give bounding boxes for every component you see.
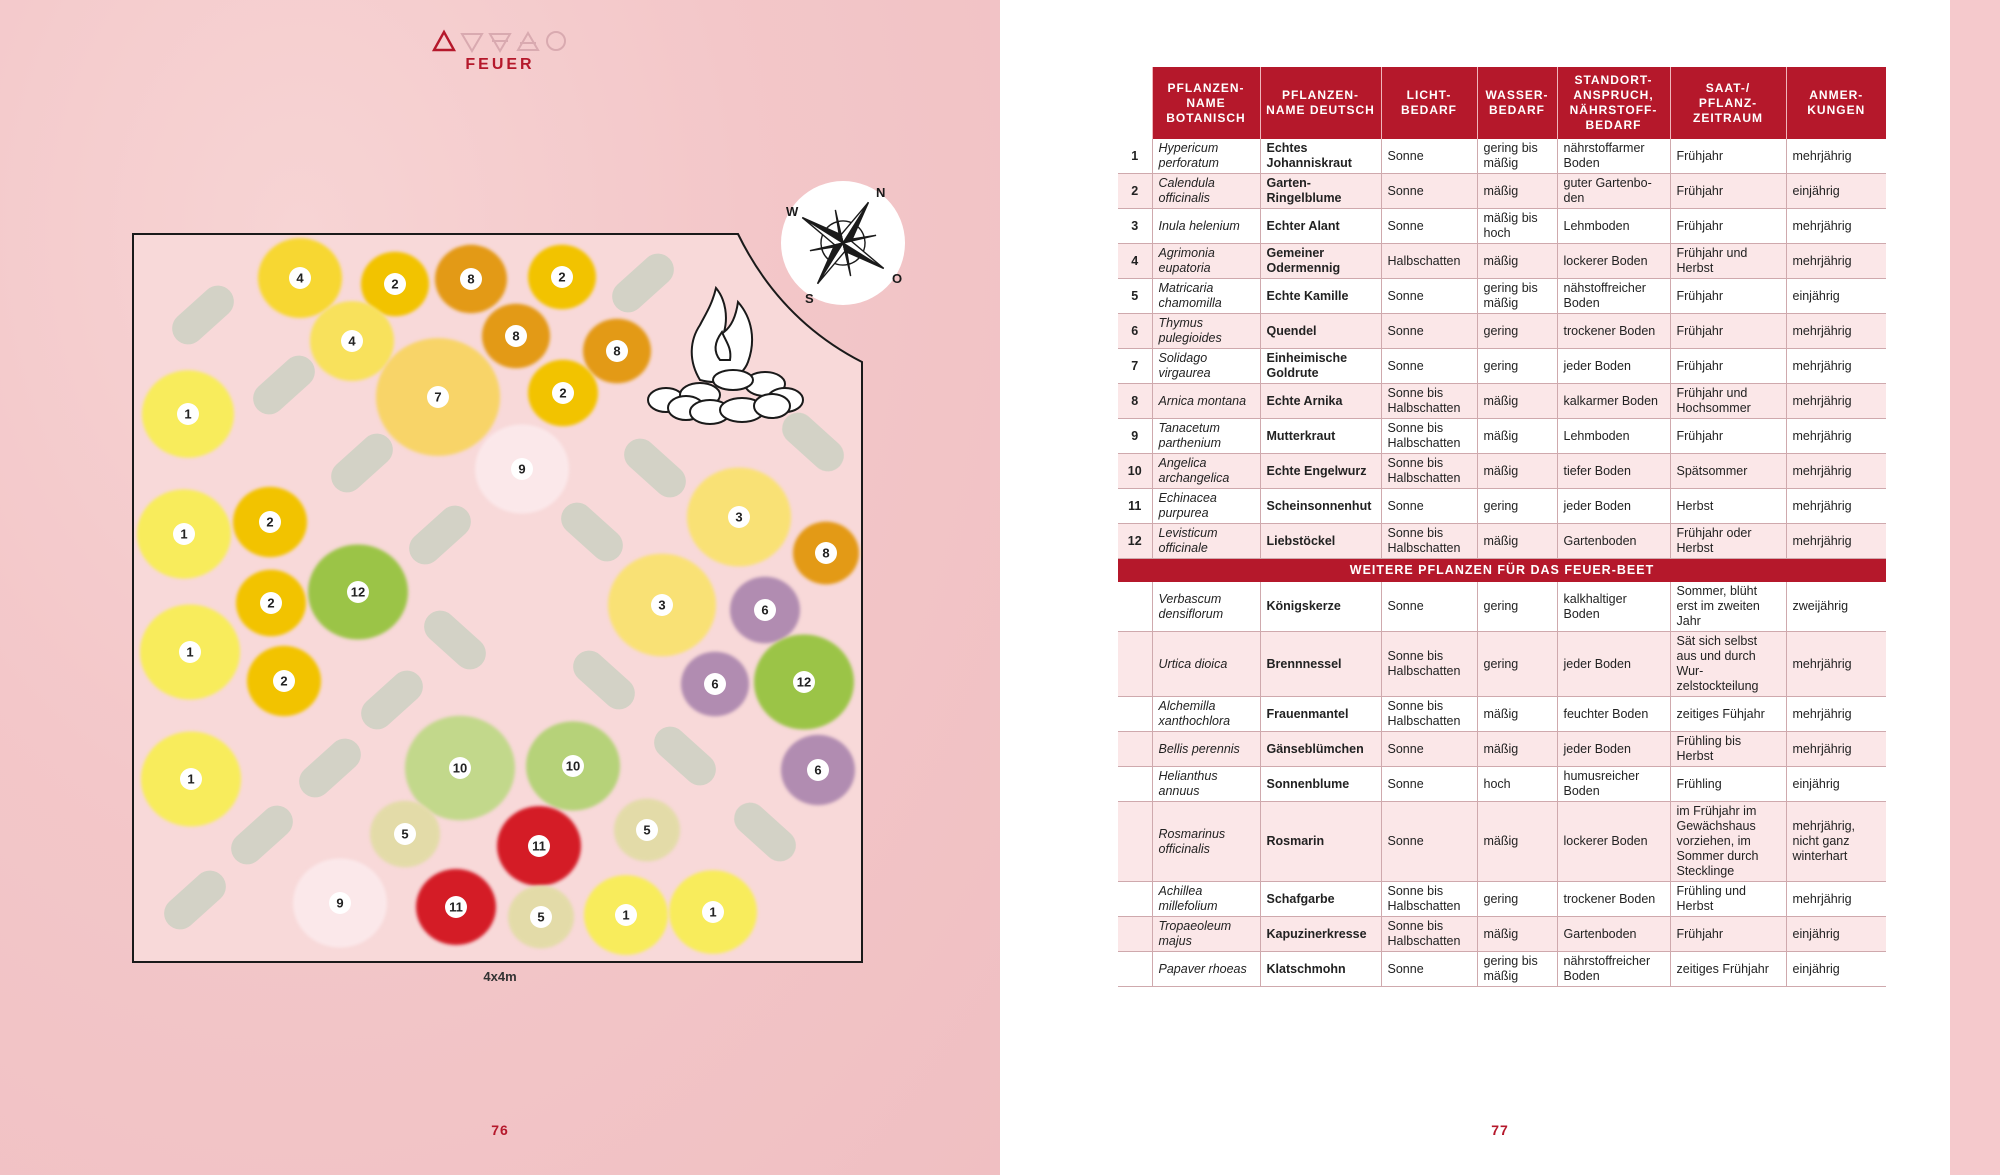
- page-number-left: 76: [491, 1122, 509, 1138]
- table-cell-num: [1118, 767, 1152, 802]
- plant-marker: [730, 577, 800, 644]
- table-cell-wasser: gering: [1477, 632, 1557, 697]
- table-row: [1118, 209, 1886, 244]
- compass-rose-icon: [777, 177, 909, 309]
- table-cell-licht: Sonne: [1381, 279, 1477, 314]
- plant-marker: [310, 301, 394, 381]
- table-cell-zeit: Frühjahr: [1670, 349, 1786, 384]
- table-cell-standort: nähstoffreicher Boden: [1557, 279, 1670, 314]
- table-cell-de: Echtes Johanniskraut: [1260, 139, 1381, 174]
- table-cell-bot: Rosmarinus officinalis: [1152, 802, 1260, 882]
- table-cell-licht: Sonne: [1381, 209, 1477, 244]
- table-body: [1118, 139, 1886, 987]
- table-cell-zeit: Frühjahr und Herbst: [1670, 244, 1786, 279]
- plant-marker: [528, 360, 598, 427]
- table-cell-de: Scheinsonnenhut: [1260, 489, 1381, 524]
- plant-marker: [141, 732, 241, 827]
- table-cell-wasser: mäßig: [1477, 174, 1557, 209]
- table-cell-anm: mehrjährig: [1786, 314, 1886, 349]
- table-cell-zeit: Frühjahr: [1670, 314, 1786, 349]
- table-cell-anm: mehrjährig: [1786, 209, 1886, 244]
- plant-marker: [258, 238, 342, 318]
- table-cell-wasser: gering: [1477, 314, 1557, 349]
- table-cell-licht: Halbschatten: [1381, 244, 1477, 279]
- column-header: PFLANZEN-NAME BOTANISCH: [1152, 67, 1260, 139]
- plant-number: 9: [336, 895, 344, 911]
- table-cell-zeit: Frühjahr: [1670, 917, 1786, 952]
- table-cell-zeit: Herbst: [1670, 489, 1786, 524]
- plant-number: 1: [186, 644, 194, 660]
- table-cell-bot: Thymus pulegioides: [1152, 314, 1260, 349]
- table-cell-licht: Sonne: [1381, 139, 1477, 174]
- table-cell-de: Echter Alant: [1260, 209, 1381, 244]
- table-cell-standort: kalkhaltiger Boden: [1557, 582, 1670, 632]
- table-cell-de: Echte Engelwurz: [1260, 454, 1381, 489]
- plant-number: 2: [391, 276, 399, 292]
- plant-marker: [528, 245, 596, 310]
- table-cell-wasser: mäßig: [1477, 732, 1557, 767]
- table-cell-anm: mehrjährig: [1786, 882, 1886, 917]
- table-row: [1118, 174, 1886, 209]
- plant-marker: [583, 319, 651, 384]
- table-cell-anm: mehrjährig: [1786, 384, 1886, 419]
- table-cell-standort: nährstoffarmer Boden: [1557, 139, 1670, 174]
- table-cell-zeit: Frühjahr und Hochsommer: [1670, 384, 1786, 419]
- plant-marker: [497, 806, 581, 886]
- plant-marker: [247, 646, 321, 716]
- plant-number: 6: [814, 762, 822, 778]
- plant-number: 3: [735, 509, 743, 525]
- table-cell-licht: Sonne: [1381, 732, 1477, 767]
- table-cell-licht: Sonne: [1381, 489, 1477, 524]
- table-cell-standort: nährstoffreicher Boden: [1557, 952, 1670, 987]
- table-cell-bot: Hypericum perforatum: [1152, 139, 1260, 174]
- table-cell-zeit: Frühling bis Herbst: [1670, 732, 1786, 767]
- plant-number: 1: [184, 406, 192, 422]
- table-cell-zeit: Frühjahr: [1670, 209, 1786, 244]
- plant-marker: [416, 869, 496, 945]
- table-cell-licht: Sonne bis Halbschatten: [1381, 697, 1477, 732]
- table-cell-standort: trockener Boden: [1557, 882, 1670, 917]
- table-row: [1118, 802, 1886, 882]
- table-cell-bot: Papaver rhoeas: [1152, 952, 1260, 987]
- table-row: [1118, 489, 1886, 524]
- plant-number: 8: [613, 343, 621, 359]
- table-cell-anm: mehrjährig: [1786, 732, 1886, 767]
- bed-dimension-label: 4x4m: [483, 969, 517, 984]
- plant-number: 9: [518, 461, 526, 477]
- table-cell-standort: lockerer Boden: [1557, 244, 1670, 279]
- plant-marker: [233, 487, 307, 557]
- plant-marker: [687, 468, 791, 567]
- table-cell-bot: Inula helenium: [1152, 209, 1260, 244]
- table-cell-standort: lockerer Boden: [1557, 802, 1670, 882]
- table-cell-bot: Alchemilla xanthochlora: [1152, 697, 1260, 732]
- table-cell-de: Liebstöckel: [1260, 524, 1381, 559]
- table-cell-licht: Sonne: [1381, 582, 1477, 632]
- table-cell-num: [1118, 882, 1152, 917]
- table-cell-anm: einjährig: [1786, 952, 1886, 987]
- table-cell-anm: mehrjährig: [1786, 632, 1886, 697]
- table-header-row: [1118, 67, 1886, 139]
- plant-marker: [482, 304, 550, 369]
- plant-marker: [781, 735, 855, 805]
- table-cell-de: Echte Arnika: [1260, 384, 1381, 419]
- table-cell-wasser: gering: [1477, 349, 1557, 384]
- plant-marker: [236, 570, 306, 637]
- table-cell-num: 11: [1118, 489, 1152, 524]
- table-cell-wasser: mäßig: [1477, 524, 1557, 559]
- table-cell-anm: mehrjährig: [1786, 697, 1886, 732]
- table-cell-standort: jeder Boden: [1557, 732, 1670, 767]
- table-row: [1118, 349, 1886, 384]
- table-cell-wasser: mäßig: [1477, 384, 1557, 419]
- table-row: [1118, 882, 1886, 917]
- table-row: [1118, 314, 1886, 349]
- plant-marker: [508, 886, 574, 949]
- table-cell-num: 3: [1118, 209, 1152, 244]
- table-cell-num: [1118, 802, 1152, 882]
- table-cell-zeit: Frühjahr: [1670, 139, 1786, 174]
- plant-marker: [405, 716, 515, 821]
- table-cell-bot: Levisticum officinale: [1152, 524, 1260, 559]
- plant-marker: [614, 799, 680, 862]
- table-row: [1118, 454, 1886, 489]
- table-cell-de: Mutterkraut: [1260, 419, 1381, 454]
- table-cell-num: 7: [1118, 349, 1152, 384]
- table-cell-anm: mehrjährig: [1786, 524, 1886, 559]
- table-cell-de: Kapuzinerkresse: [1260, 917, 1381, 952]
- table-row: [1118, 917, 1886, 952]
- table-cell-wasser: gering bis mäßig: [1477, 279, 1557, 314]
- compass-label: S: [805, 291, 814, 306]
- table-cell-licht: Sonne: [1381, 174, 1477, 209]
- table-cell-de: Gänseblümchen: [1260, 732, 1381, 767]
- table-cell-anm: mehrjährig: [1786, 489, 1886, 524]
- plant-marker: [584, 875, 668, 955]
- column-header: WASSER-BEDARF: [1477, 67, 1557, 139]
- plant-number: 2: [558, 269, 566, 285]
- plant-number: 12: [796, 674, 812, 690]
- table-cell-bot: Bellis perennis: [1152, 732, 1260, 767]
- plant-number: 4: [348, 333, 356, 349]
- table-cell-wasser: mäßig: [1477, 917, 1557, 952]
- table-cell-wasser: mäßig: [1477, 697, 1557, 732]
- plant-number: 5: [401, 826, 409, 842]
- table-cell-standort: humusreicher Boden: [1557, 767, 1670, 802]
- table-cell-bot: Agrimonia eupatoria: [1152, 244, 1260, 279]
- section-title: FEUER: [465, 56, 535, 73]
- table-row: [1118, 384, 1886, 419]
- table-row: [1118, 244, 1886, 279]
- table-cell-bot: Tanacetum parthenium: [1152, 419, 1260, 454]
- table-cell-bot: Angelica archangelica: [1152, 454, 1260, 489]
- plant-number: 2: [267, 595, 275, 611]
- plant-number: 7: [434, 389, 442, 405]
- table-cell-anm: mehrjährig: [1786, 139, 1886, 174]
- table-cell-de: Rosmarin: [1260, 802, 1381, 882]
- table-cell-zeit: Sommer, blüht erst im zweiten Jahr: [1670, 582, 1786, 632]
- table-cell-bot: Achillea millefolium: [1152, 882, 1260, 917]
- table-cell-num: [1118, 917, 1152, 952]
- table-row: [1118, 582, 1886, 632]
- table-cell-anm: einjährig: [1786, 279, 1886, 314]
- table-cell-standort: trockener Boden: [1557, 314, 1670, 349]
- table-cell-bot: Helianthus annuus: [1152, 767, 1260, 802]
- table-cell-de: Garten-Ringelblume: [1260, 174, 1381, 209]
- table-cell-wasser: mäßig: [1477, 419, 1557, 454]
- plant-marker: [293, 858, 387, 947]
- plant-number: 11: [532, 838, 546, 854]
- plant-number: 12: [350, 584, 366, 600]
- plant-number: 10: [565, 758, 581, 774]
- table-cell-anm: einjährig: [1786, 917, 1886, 952]
- table-cell-licht: Sonne: [1381, 314, 1477, 349]
- table-cell-zeit: Frühling: [1670, 767, 1786, 802]
- next-page-edge: [1950, 0, 2000, 1175]
- table-cell-bot: Echinacea purpurea: [1152, 489, 1260, 524]
- table-cell-num: [1118, 582, 1152, 632]
- table-cell-anm: mehrjährig: [1786, 454, 1886, 489]
- table-cell-de: Echte Kamille: [1260, 279, 1381, 314]
- table-cell-num: [1118, 632, 1152, 697]
- compass-label: N: [876, 185, 886, 200]
- table-cell-anm: mehrjährig, nicht ganz winterhart: [1786, 802, 1886, 882]
- plant-number: 5: [643, 822, 651, 838]
- table-cell-zeit: Frühjahr oder Herbst: [1670, 524, 1786, 559]
- table-cell-num: [1118, 732, 1152, 767]
- compass-label: W: [786, 204, 799, 219]
- column-header: SAAT-/ PFLANZ-ZEITRAUM: [1670, 67, 1786, 139]
- plant-marker: [308, 545, 408, 640]
- table-cell-wasser: gering: [1477, 882, 1557, 917]
- table-subheading: WEITERE PFLANZEN FÜR DAS FEUER-BEET: [1118, 559, 1886, 583]
- page-number-right: 77: [1491, 1122, 1509, 1138]
- table-cell-anm: einjährig: [1786, 174, 1886, 209]
- plant-number: 3: [658, 597, 666, 613]
- table-cell-zeit: Frühjahr: [1670, 174, 1786, 209]
- table-cell-num: 5: [1118, 279, 1152, 314]
- plant-marker: [370, 801, 440, 868]
- table-cell-wasser: mäßig bis hoch: [1477, 209, 1557, 244]
- table-row: [1118, 632, 1886, 697]
- plant-number: 6: [711, 676, 719, 692]
- compass-label: O: [892, 271, 903, 286]
- table-cell-zeit: Frühling und Herbst: [1670, 882, 1786, 917]
- header-blank-cell: [1118, 67, 1152, 139]
- table-row: [1118, 524, 1886, 559]
- table-cell-anm: mehrjährig: [1786, 244, 1886, 279]
- plant-number: 1: [709, 904, 717, 920]
- plant-number: 1: [622, 907, 630, 923]
- plant-number: 11: [449, 899, 463, 915]
- table-cell-standort: Lehmboden: [1557, 419, 1670, 454]
- table-cell-de: Quendel: [1260, 314, 1381, 349]
- right-page: [1000, 0, 2000, 1175]
- table-cell-num: 8: [1118, 384, 1152, 419]
- table-cell-anm: mehrjährig: [1786, 349, 1886, 384]
- column-header: PFLANZEN-NAME DEUTSCH: [1260, 67, 1381, 139]
- table-cell-zeit: Spätsommer: [1670, 454, 1786, 489]
- plant-table: [1118, 67, 1886, 987]
- table-cell-licht: Sonne bis Halbschatten: [1381, 384, 1477, 419]
- table-cell-licht: Sonne bis Halbschatten: [1381, 524, 1477, 559]
- plant-number: 2: [266, 514, 274, 530]
- plant-marker: [142, 370, 234, 457]
- table-cell-num: 9: [1118, 419, 1152, 454]
- table-cell-licht: Sonne bis Halbschatten: [1381, 882, 1477, 917]
- plant-marker: [435, 245, 507, 313]
- table-cell-zeit: im Frühjahr im Gewächshaus vorziehen, im Sommer durch Stecklinge: [1670, 802, 1786, 882]
- table-cell-num: 10: [1118, 454, 1152, 489]
- plant-marker: [793, 522, 859, 585]
- plant-number: 2: [280, 673, 288, 689]
- table-row: [1118, 139, 1886, 174]
- table-cell-wasser: mäßig: [1477, 244, 1557, 279]
- plant-number: 1: [180, 526, 188, 542]
- table-cell-standort: feuchter Boden: [1557, 697, 1670, 732]
- table-cell-licht: Sonne bis Halbschatten: [1381, 917, 1477, 952]
- plant-marker: [140, 605, 240, 700]
- table-cell-de: Gemeiner Odermennig: [1260, 244, 1381, 279]
- plant-marker: [754, 635, 854, 730]
- table-cell-licht: Sonne bis Halbschatten: [1381, 632, 1477, 697]
- table-cell-wasser: mäßig: [1477, 454, 1557, 489]
- table-cell-bot: Arnica montana: [1152, 384, 1260, 419]
- table-cell-num: 1: [1118, 139, 1152, 174]
- table-cell-licht: Sonne bis Halbschatten: [1381, 419, 1477, 454]
- plant-number: 5: [537, 909, 545, 925]
- table-cell-de: Frauenmantel: [1260, 697, 1381, 732]
- table-row: [1118, 697, 1886, 732]
- column-header: ANMER-KUNGEN: [1786, 67, 1886, 139]
- table-row: [1118, 419, 1886, 454]
- table-cell-standort: Lehmboden: [1557, 209, 1670, 244]
- table-cell-num: 4: [1118, 244, 1152, 279]
- table-cell-bot: Matricaria chamomilla: [1152, 279, 1260, 314]
- table-cell-anm: mehrjährig: [1786, 419, 1886, 454]
- table-cell-standort: Gartenboden: [1557, 917, 1670, 952]
- table-row: [1118, 732, 1886, 767]
- plant-marker: [681, 652, 749, 717]
- table-cell-num: 6: [1118, 314, 1152, 349]
- table-cell-licht: Sonne: [1381, 802, 1477, 882]
- table-cell-de: Schafgarbe: [1260, 882, 1381, 917]
- table-cell-zeit: Frühjahr: [1670, 419, 1786, 454]
- table-cell-zeit: Sät sich selbst aus und durch Wur-zelstockteilung: [1670, 632, 1786, 697]
- table-cell-bot: Calendula officinalis: [1152, 174, 1260, 209]
- plant-marker: [137, 489, 231, 578]
- table-cell-de: Sonnenblume: [1260, 767, 1381, 802]
- table-cell-wasser: gering bis mäßig: [1477, 139, 1557, 174]
- column-header: LICHT-BEDARF: [1381, 67, 1477, 139]
- plant-number: 4: [296, 270, 304, 286]
- plant-marker: [475, 424, 569, 513]
- table-cell-anm: einjährig: [1786, 767, 1886, 802]
- table-subheading-row: [1118, 559, 1886, 583]
- plant-number: 8: [512, 328, 520, 344]
- table-cell-licht: Sonne bis Halbschatten: [1381, 454, 1477, 489]
- table-cell-licht: Sonne: [1381, 767, 1477, 802]
- table-cell-bot: Tropaeoleum majus: [1152, 917, 1260, 952]
- table-cell-num: [1118, 697, 1152, 732]
- table-cell-zeit: zeitiges Frühjahr: [1670, 952, 1786, 987]
- table-cell-anm: zweijährig: [1786, 582, 1886, 632]
- table-cell-standort: jeder Boden: [1557, 349, 1670, 384]
- table-cell-wasser: gering: [1477, 582, 1557, 632]
- table-cell-wasser: gering bis mäßig: [1477, 952, 1557, 987]
- table-cell-num: 2: [1118, 174, 1152, 209]
- table-cell-zeit: zeitiges Fühjahr: [1670, 697, 1786, 732]
- table-row: [1118, 767, 1886, 802]
- table-cell-bot: Verbascum densiflorum: [1152, 582, 1260, 632]
- table-cell-standort: Gartenboden: [1557, 524, 1670, 559]
- plant-marker: [376, 338, 500, 456]
- column-header: STANDORT-ANSPRUCH, NÄHRSTOFF-BEDARF: [1557, 67, 1670, 139]
- table-cell-de: Brennnessel: [1260, 632, 1381, 697]
- table-cell-standort: jeder Boden: [1557, 489, 1670, 524]
- table-cell-licht: Sonne: [1381, 349, 1477, 384]
- table-cell-num: [1118, 952, 1152, 987]
- plant-number: 10: [452, 760, 468, 776]
- table-cell-wasser: gering: [1477, 489, 1557, 524]
- table-cell-zeit: Frühjahr: [1670, 279, 1786, 314]
- plant-number: 8: [467, 271, 475, 287]
- table-cell-bot: Urtica dioica: [1152, 632, 1260, 697]
- plant-number: 1: [187, 771, 195, 787]
- table-cell-standort: guter Gartenbo-den: [1557, 174, 1670, 209]
- table-cell-standort: tiefer Boden: [1557, 454, 1670, 489]
- table-cell-de: Königskerze: [1260, 582, 1381, 632]
- table-cell-standort: kalkarmer Boden: [1557, 384, 1670, 419]
- plant-marker: [526, 721, 620, 810]
- plant-number: 2: [559, 385, 567, 401]
- table-cell-de: Einheimische Goldrute: [1260, 349, 1381, 384]
- table-row: [1118, 279, 1886, 314]
- plant-number: 8: [822, 545, 830, 561]
- table-cell-wasser: hoch: [1477, 767, 1557, 802]
- table-cell-num: 12: [1118, 524, 1152, 559]
- table-cell-de: Klatschmohn: [1260, 952, 1381, 987]
- plant-marker: [669, 870, 757, 954]
- table-cell-bot: Solidago virgaurea: [1152, 349, 1260, 384]
- table-cell-wasser: mäßig: [1477, 802, 1557, 882]
- table-cell-licht: Sonne: [1381, 952, 1477, 987]
- plant-number: 6: [761, 602, 769, 618]
- table-cell-standort: jeder Boden: [1557, 632, 1670, 697]
- plant-marker: [608, 554, 716, 657]
- table-row: [1118, 952, 1886, 987]
